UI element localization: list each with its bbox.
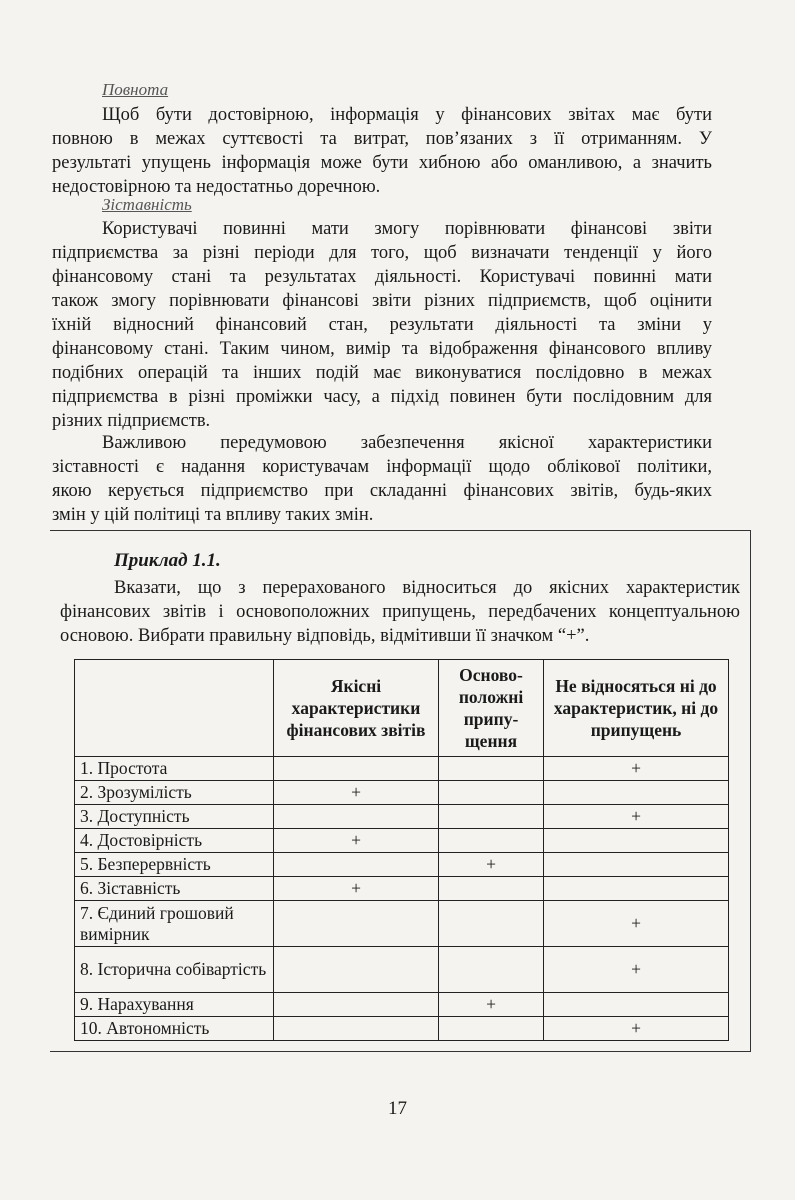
table-row bbox=[75, 993, 729, 1017]
row-label: 2. Зрозумілість bbox=[75, 781, 274, 805]
cell-neither bbox=[544, 877, 729, 901]
row-label: 8. Історична собівартість bbox=[75, 947, 274, 993]
text-line: підприємства за різні періоди для того, щоб визначати тенденції у його bbox=[52, 243, 712, 263]
cell-assumptions bbox=[439, 877, 544, 901]
page-number: 17 bbox=[388, 1098, 407, 1119]
cell-qualitative bbox=[274, 993, 439, 1017]
example-text-line: Вказати, що з перерахованого відноситься до якісних характеристик bbox=[114, 578, 740, 598]
cell-assumptions bbox=[439, 757, 544, 781]
cell-qualitative: + bbox=[274, 877, 439, 901]
row-label: 5. Безперервність bbox=[75, 853, 274, 877]
table-header-empty bbox=[75, 660, 274, 757]
table-row bbox=[75, 853, 729, 877]
row-label: 9. Нарахування bbox=[75, 993, 274, 1017]
cell-neither: + bbox=[544, 901, 729, 947]
table-row bbox=[75, 757, 729, 781]
text-line: подібних операцій та інших подій має виконуватися послідовно в межах bbox=[52, 363, 712, 383]
heading-completeness: Повнота bbox=[102, 80, 169, 99]
cell-qualitative bbox=[274, 805, 439, 829]
cell-neither: + bbox=[544, 947, 729, 993]
text-line: змін у цій політиці та впливу таких змін. bbox=[52, 505, 374, 525]
text-line: фінансовому стані та результатах діяльності. Користувачі повинні мати bbox=[52, 267, 712, 287]
cell-assumptions bbox=[439, 781, 544, 805]
cell-neither bbox=[544, 853, 729, 877]
cell-assumptions bbox=[439, 805, 544, 829]
cell-qualitative: + bbox=[274, 781, 439, 805]
table-row bbox=[75, 1017, 729, 1041]
table-header-qualitative: Якісні характеристики фінансових звітів bbox=[274, 660, 439, 757]
cell-qualitative bbox=[274, 853, 439, 877]
cell-neither: + bbox=[544, 757, 729, 781]
cell-neither: + bbox=[544, 1017, 729, 1041]
cell-qualitative: + bbox=[274, 829, 439, 853]
table-header-assumptions: Осново-положні припу-щення bbox=[439, 660, 544, 757]
cell-assumptions: + bbox=[439, 993, 544, 1017]
cell-neither bbox=[544, 829, 729, 853]
cell-qualitative bbox=[274, 901, 439, 947]
text-line: їхній відносний фінансовий стан, результати діяльності та зміни у bbox=[52, 315, 712, 335]
text-line: фінансовому стані. Таким чином, вимір та відображення фінансового впливу bbox=[52, 339, 712, 359]
cell-assumptions bbox=[439, 947, 544, 993]
example-text-line: основою. Вибрати правильну відповідь, відмітивши її значком “+”. bbox=[60, 626, 590, 646]
row-label: 1. Простота bbox=[75, 757, 274, 781]
heading-comparability: Зіставність bbox=[102, 195, 192, 214]
cell-neither bbox=[544, 993, 729, 1017]
example-title: Приклад 1.1. bbox=[114, 550, 221, 571]
row-label: 4. Достовірність bbox=[75, 829, 274, 853]
table-row bbox=[75, 829, 729, 853]
cell-assumptions bbox=[439, 1017, 544, 1041]
example-text-line: фінансових звітів і основоположних припущень, передбачених концептуальною bbox=[60, 602, 740, 622]
row-label: 10. Автономність bbox=[75, 1017, 274, 1041]
text-line: також змогу порівнювати фінансові звіти різних підприємств, щоб оцінити bbox=[52, 291, 712, 311]
cell-assumptions bbox=[439, 829, 544, 853]
table-row bbox=[75, 901, 729, 947]
cell-neither bbox=[544, 781, 729, 805]
cell-qualitative bbox=[274, 757, 439, 781]
row-label: 7. Єдиний грошовий вимірник bbox=[75, 901, 274, 947]
text-line: зіставності є надання користувачам інформації щодо облікової політики, bbox=[52, 457, 712, 477]
table-header-neither: Не відносяться ні до характеристик, ні до припущень bbox=[544, 660, 729, 757]
text-line: Важливою передумовою забезпечення якісної характеристики bbox=[102, 433, 712, 453]
row-label: 3. Доступність bbox=[75, 805, 274, 829]
classification-table bbox=[74, 659, 729, 1041]
text-line: повною в межах суттєвості та витрат, пов’язаних з її отриманням. У bbox=[52, 129, 712, 149]
cell-assumptions bbox=[439, 901, 544, 947]
table-row bbox=[75, 877, 729, 901]
text-line: підприємства в різні проміжки часу, а підхід повинен бути послідовним для bbox=[52, 387, 712, 407]
table-header-row bbox=[75, 660, 729, 757]
table-row bbox=[75, 781, 729, 805]
cell-assumptions: + bbox=[439, 853, 544, 877]
table-row bbox=[75, 805, 729, 829]
cell-qualitative bbox=[274, 1017, 439, 1041]
cell-neither: + bbox=[544, 805, 729, 829]
text-line: якою керується підприємство при складанні фінансових звітів, будь-яких bbox=[52, 481, 712, 501]
text-line: Користувачі повинні мати змогу порівнювати фінансові звіти bbox=[102, 219, 712, 239]
table-row bbox=[75, 947, 729, 993]
text-line: недостовірною та недостатньо доречною. bbox=[52, 177, 381, 197]
text-line: Щоб бути достовірною, інформація у фінансових звітах має бути bbox=[102, 105, 712, 125]
row-label: 6. Зіставність bbox=[75, 877, 274, 901]
cell-qualitative bbox=[274, 947, 439, 993]
text-line: результаті упущень інформація може бути хибною або оманливою, а значить bbox=[52, 153, 712, 173]
text-line: різних підприємств. bbox=[52, 411, 211, 431]
